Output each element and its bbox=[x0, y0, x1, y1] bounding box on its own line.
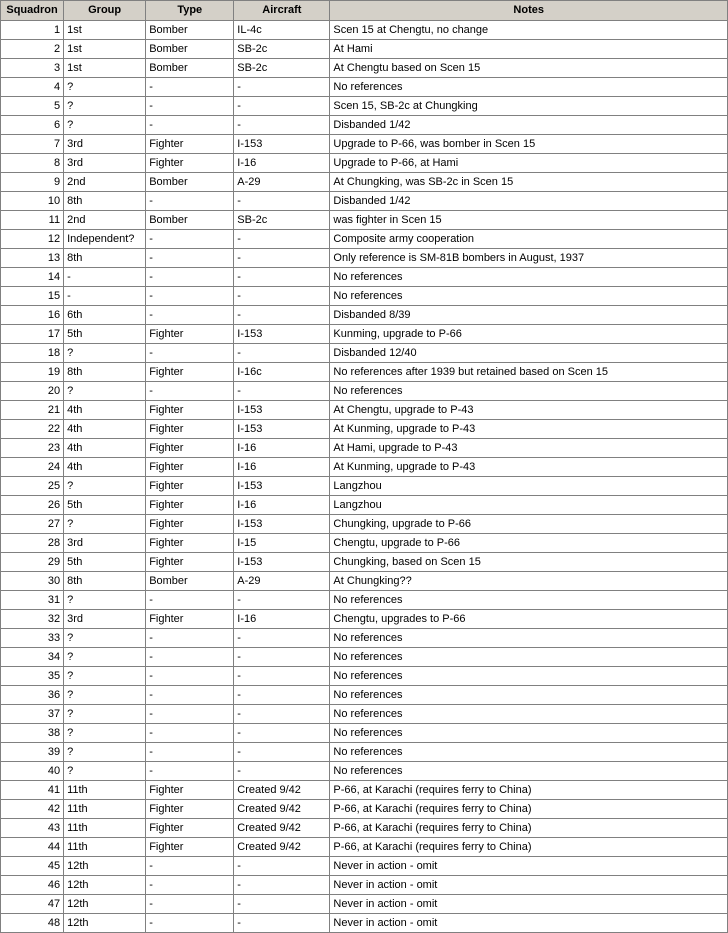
table-row bbox=[1, 97, 728, 116]
cell-type: Fighter bbox=[146, 439, 234, 458]
cell-type: - bbox=[146, 230, 234, 249]
cell-group: 2nd bbox=[64, 173, 146, 192]
cell-type: - bbox=[146, 743, 234, 762]
cell-squadron: 10 bbox=[1, 192, 64, 211]
cell-group: ? bbox=[64, 762, 146, 781]
cell-group: 3rd bbox=[64, 610, 146, 629]
cell-type: Fighter bbox=[146, 515, 234, 534]
cell-group: ? bbox=[64, 705, 146, 724]
table-row bbox=[1, 876, 728, 895]
cell-type: Fighter bbox=[146, 363, 234, 382]
cell-aircraft: I-16 bbox=[234, 154, 330, 173]
cell-type: - bbox=[146, 895, 234, 914]
table-row bbox=[1, 325, 728, 344]
table-row bbox=[1, 344, 728, 363]
cell-squadron: 16 bbox=[1, 306, 64, 325]
table-header-row bbox=[1, 1, 728, 21]
cell-squadron: 15 bbox=[1, 287, 64, 306]
cell-squadron: 34 bbox=[1, 648, 64, 667]
cell-group: ? bbox=[64, 78, 146, 97]
cell-type: - bbox=[146, 591, 234, 610]
cell-notes: No references bbox=[330, 705, 728, 724]
cell-aircraft: - bbox=[234, 249, 330, 268]
cell-aircraft: I-16 bbox=[234, 610, 330, 629]
cell-notes: Scen 15, SB-2c at Chungking bbox=[330, 97, 728, 116]
cell-group: 4th bbox=[64, 439, 146, 458]
cell-aircraft: A-29 bbox=[234, 173, 330, 192]
cell-squadron: 48 bbox=[1, 914, 64, 933]
cell-aircraft: - bbox=[234, 344, 330, 363]
cell-group: 6th bbox=[64, 306, 146, 325]
cell-squadron: 20 bbox=[1, 382, 64, 401]
table-row bbox=[1, 534, 728, 553]
table-row bbox=[1, 382, 728, 401]
table-row bbox=[1, 800, 728, 819]
cell-group: 4th bbox=[64, 458, 146, 477]
cell-group: 12th bbox=[64, 914, 146, 933]
cell-aircraft: I-153 bbox=[234, 135, 330, 154]
cell-squadron: 31 bbox=[1, 591, 64, 610]
cell-aircraft: I-153 bbox=[234, 477, 330, 496]
cell-squadron: 44 bbox=[1, 838, 64, 857]
cell-notes: Disbanded 8/39 bbox=[330, 306, 728, 325]
cell-aircraft: - bbox=[234, 667, 330, 686]
cell-aircraft: - bbox=[234, 895, 330, 914]
cell-squadron: 40 bbox=[1, 762, 64, 781]
cell-squadron: 39 bbox=[1, 743, 64, 762]
cell-group: 12th bbox=[64, 857, 146, 876]
table-row bbox=[1, 135, 728, 154]
cell-type: - bbox=[146, 249, 234, 268]
cell-notes: Never in action - omit bbox=[330, 857, 728, 876]
cell-aircraft: I-16c bbox=[234, 363, 330, 382]
cell-type: Bomber bbox=[146, 211, 234, 230]
cell-aircraft: SB-2c bbox=[234, 40, 330, 59]
cell-notes: At Chengtu based on Scen 15 bbox=[330, 59, 728, 78]
cell-notes: No references bbox=[330, 667, 728, 686]
cell-type: Fighter bbox=[146, 496, 234, 515]
cell-squadron: 9 bbox=[1, 173, 64, 192]
cell-group: 3rd bbox=[64, 135, 146, 154]
cell-notes: At Chengtu, upgrade to P-43 bbox=[330, 401, 728, 420]
table-row bbox=[1, 648, 728, 667]
cell-notes: Disbanded 1/42 bbox=[330, 192, 728, 211]
table-row bbox=[1, 401, 728, 420]
cell-notes: P-66, at Karachi (requires ferry to China) bbox=[330, 781, 728, 800]
cell-group: ? bbox=[64, 686, 146, 705]
cell-group: ? bbox=[64, 344, 146, 363]
cell-type: - bbox=[146, 116, 234, 135]
table-header bbox=[1, 1, 728, 21]
cell-type: - bbox=[146, 857, 234, 876]
cell-group: 11th bbox=[64, 800, 146, 819]
cell-squadron: 25 bbox=[1, 477, 64, 496]
cell-squadron: 23 bbox=[1, 439, 64, 458]
cell-notes: Scen 15 at Chengtu, no change bbox=[330, 21, 728, 40]
cell-notes: Never in action - omit bbox=[330, 876, 728, 895]
cell-notes: P-66, at Karachi (requires ferry to China) bbox=[330, 819, 728, 838]
cell-group: 1st bbox=[64, 59, 146, 78]
column-header-aircraft[interactable]: Aircraft bbox=[234, 1, 330, 21]
cell-squadron: 41 bbox=[1, 781, 64, 800]
cell-squadron: 19 bbox=[1, 363, 64, 382]
cell-type: Fighter bbox=[146, 781, 234, 800]
cell-squadron: 36 bbox=[1, 686, 64, 705]
cell-group: - bbox=[64, 268, 146, 287]
cell-squadron: 8 bbox=[1, 154, 64, 173]
cell-group: 2nd bbox=[64, 211, 146, 230]
cell-aircraft: Created 9/42 bbox=[234, 781, 330, 800]
cell-type: - bbox=[146, 724, 234, 743]
cell-squadron: 29 bbox=[1, 553, 64, 572]
cell-group: 5th bbox=[64, 325, 146, 344]
table-row bbox=[1, 458, 728, 477]
column-header-type[interactable]: Type bbox=[146, 1, 234, 21]
cell-type: - bbox=[146, 686, 234, 705]
cell-type: Fighter bbox=[146, 458, 234, 477]
cell-aircraft: - bbox=[234, 743, 330, 762]
cell-type: Fighter bbox=[146, 325, 234, 344]
cell-notes: was fighter in Scen 15 bbox=[330, 211, 728, 230]
cell-notes: Composite army cooperation bbox=[330, 230, 728, 249]
cell-notes: No references bbox=[330, 629, 728, 648]
cell-notes: Disbanded 1/42 bbox=[330, 116, 728, 135]
cell-aircraft: I-153 bbox=[234, 325, 330, 344]
cell-notes: Disbanded 12/40 bbox=[330, 344, 728, 363]
cell-squadron: 17 bbox=[1, 325, 64, 344]
table-row bbox=[1, 230, 728, 249]
cell-group: ? bbox=[64, 382, 146, 401]
cell-type: Fighter bbox=[146, 135, 234, 154]
table-row bbox=[1, 268, 728, 287]
cell-group: ? bbox=[64, 477, 146, 496]
cell-notes: At Hami, upgrade to P-43 bbox=[330, 439, 728, 458]
cell-type: Fighter bbox=[146, 838, 234, 857]
cell-group: ? bbox=[64, 97, 146, 116]
cell-type: Bomber bbox=[146, 572, 234, 591]
cell-notes: Langzhou bbox=[330, 496, 728, 515]
cell-group: 11th bbox=[64, 838, 146, 857]
cell-notes: No references bbox=[330, 743, 728, 762]
cell-notes: No references after 1939 but retained based on Scen 15 bbox=[330, 363, 728, 382]
cell-group: ? bbox=[64, 515, 146, 534]
cell-aircraft: - bbox=[234, 116, 330, 135]
cell-type: - bbox=[146, 287, 234, 306]
cell-squadron: 35 bbox=[1, 667, 64, 686]
cell-group: 4th bbox=[64, 420, 146, 439]
cell-notes: Kunming, upgrade to P-66 bbox=[330, 325, 728, 344]
cell-aircraft: I-16 bbox=[234, 458, 330, 477]
table-row bbox=[1, 116, 728, 135]
cell-type: Fighter bbox=[146, 401, 234, 420]
table-row bbox=[1, 762, 728, 781]
cell-group: 11th bbox=[64, 781, 146, 800]
table-row bbox=[1, 515, 728, 534]
column-header-group[interactable]: Group bbox=[64, 1, 146, 21]
cell-group: Independent? bbox=[64, 230, 146, 249]
table-row bbox=[1, 306, 728, 325]
cell-aircraft: A-29 bbox=[234, 572, 330, 591]
cell-notes: At Hami bbox=[330, 40, 728, 59]
cell-group: - bbox=[64, 287, 146, 306]
cell-notes: No references bbox=[330, 648, 728, 667]
cell-aircraft: - bbox=[234, 686, 330, 705]
cell-aircraft: - bbox=[234, 97, 330, 116]
cell-squadron: 13 bbox=[1, 249, 64, 268]
table-row bbox=[1, 705, 728, 724]
cell-type: Fighter bbox=[146, 420, 234, 439]
table-row bbox=[1, 420, 728, 439]
table-row bbox=[1, 553, 728, 572]
cell-notes: P-66, at Karachi (requires ferry to China) bbox=[330, 800, 728, 819]
table-row bbox=[1, 154, 728, 173]
cell-squadron: 27 bbox=[1, 515, 64, 534]
cell-squadron: 32 bbox=[1, 610, 64, 629]
cell-squadron: 18 bbox=[1, 344, 64, 363]
cell-notes: Only reference is SM-81B bombers in August, 1937 bbox=[330, 249, 728, 268]
cell-group: 5th bbox=[64, 553, 146, 572]
table-row bbox=[1, 838, 728, 857]
cell-notes: No references bbox=[330, 686, 728, 705]
cell-notes: No references bbox=[330, 591, 728, 610]
column-header-squadron[interactable]: Squadron bbox=[1, 1, 64, 21]
cell-aircraft: - bbox=[234, 591, 330, 610]
table-row bbox=[1, 724, 728, 743]
cell-notes: At Kunming, upgrade to P-43 bbox=[330, 420, 728, 439]
cell-group: ? bbox=[64, 724, 146, 743]
cell-squadron: 47 bbox=[1, 895, 64, 914]
cell-aircraft: I-153 bbox=[234, 401, 330, 420]
cell-aircraft: - bbox=[234, 230, 330, 249]
cell-type: - bbox=[146, 78, 234, 97]
table-row bbox=[1, 857, 728, 876]
cell-type: Fighter bbox=[146, 610, 234, 629]
table-row bbox=[1, 819, 728, 838]
cell-aircraft: - bbox=[234, 192, 330, 211]
cell-squadron: 30 bbox=[1, 572, 64, 591]
cell-type: - bbox=[146, 629, 234, 648]
cell-group: ? bbox=[64, 667, 146, 686]
cell-group: 1st bbox=[64, 40, 146, 59]
cell-type: Fighter bbox=[146, 800, 234, 819]
cell-group: 8th bbox=[64, 249, 146, 268]
cell-aircraft: Created 9/42 bbox=[234, 819, 330, 838]
cell-aircraft: SB-2c bbox=[234, 59, 330, 78]
cell-notes: At Chungking?? bbox=[330, 572, 728, 591]
table-row bbox=[1, 572, 728, 591]
cell-aircraft: I-153 bbox=[234, 420, 330, 439]
cell-notes: No references bbox=[330, 762, 728, 781]
cell-group: 11th bbox=[64, 819, 146, 838]
cell-type: - bbox=[146, 97, 234, 116]
table-row bbox=[1, 211, 728, 230]
cell-group: 3rd bbox=[64, 154, 146, 173]
cell-type: - bbox=[146, 914, 234, 933]
cell-group: ? bbox=[64, 629, 146, 648]
table-row bbox=[1, 591, 728, 610]
cell-group: ? bbox=[64, 591, 146, 610]
cell-aircraft: - bbox=[234, 382, 330, 401]
table-row bbox=[1, 914, 728, 933]
cell-type: - bbox=[146, 306, 234, 325]
cell-squadron: 43 bbox=[1, 819, 64, 838]
cell-aircraft: IL-4c bbox=[234, 21, 330, 40]
cell-type: Fighter bbox=[146, 819, 234, 838]
cell-notes: Upgrade to P-66, was bomber in Scen 15 bbox=[330, 135, 728, 154]
cell-aircraft: Created 9/42 bbox=[234, 838, 330, 857]
cell-squadron: 28 bbox=[1, 534, 64, 553]
cell-notes: Chengtu, upgrade to P-66 bbox=[330, 534, 728, 553]
column-header-notes[interactable]: Notes bbox=[330, 1, 728, 21]
cell-type: - bbox=[146, 268, 234, 287]
cell-group: 12th bbox=[64, 876, 146, 895]
cell-group: 12th bbox=[64, 895, 146, 914]
cell-type: - bbox=[146, 762, 234, 781]
cell-aircraft: - bbox=[234, 876, 330, 895]
cell-group: ? bbox=[64, 648, 146, 667]
cell-squadron: 21 bbox=[1, 401, 64, 420]
table-row bbox=[1, 363, 728, 382]
cell-type: - bbox=[146, 667, 234, 686]
cell-group: ? bbox=[64, 116, 146, 135]
cell-notes: At Kunming, upgrade to P-43 bbox=[330, 458, 728, 477]
table-body bbox=[1, 21, 728, 933]
cell-type: Fighter bbox=[146, 477, 234, 496]
cell-aircraft: - bbox=[234, 762, 330, 781]
cell-group: 5th bbox=[64, 496, 146, 515]
table-row bbox=[1, 173, 728, 192]
cell-notes: No references bbox=[330, 382, 728, 401]
cell-type: Fighter bbox=[146, 534, 234, 553]
cell-squadron: 4 bbox=[1, 78, 64, 97]
cell-aircraft: - bbox=[234, 629, 330, 648]
table-row bbox=[1, 439, 728, 458]
table-row bbox=[1, 496, 728, 515]
cell-type: Bomber bbox=[146, 40, 234, 59]
cell-group: 4th bbox=[64, 401, 146, 420]
cell-aircraft: - bbox=[234, 78, 330, 97]
cell-notes: No references bbox=[330, 724, 728, 743]
cell-squadron: 42 bbox=[1, 800, 64, 819]
cell-type: Bomber bbox=[146, 21, 234, 40]
table-row bbox=[1, 477, 728, 496]
cell-aircraft: SB-2c bbox=[234, 211, 330, 230]
cell-notes: At Chungking, was SB-2c in Scen 15 bbox=[330, 173, 728, 192]
cell-aircraft: I-153 bbox=[234, 515, 330, 534]
cell-notes: Chungking, upgrade to P-66 bbox=[330, 515, 728, 534]
cell-type: - bbox=[146, 192, 234, 211]
cell-aircraft: I-153 bbox=[234, 553, 330, 572]
cell-aircraft: - bbox=[234, 705, 330, 724]
table-row bbox=[1, 743, 728, 762]
cell-aircraft: - bbox=[234, 306, 330, 325]
cell-type: - bbox=[146, 382, 234, 401]
cell-type: - bbox=[146, 648, 234, 667]
cell-notes: No references bbox=[330, 268, 728, 287]
cell-aircraft: - bbox=[234, 287, 330, 306]
table-row bbox=[1, 895, 728, 914]
cell-aircraft: I-16 bbox=[234, 496, 330, 515]
cell-group: 8th bbox=[64, 192, 146, 211]
table-row bbox=[1, 287, 728, 306]
cell-notes: Never in action - omit bbox=[330, 914, 728, 933]
cell-squadron: 46 bbox=[1, 876, 64, 895]
cell-notes: Chungking, based on Scen 15 bbox=[330, 553, 728, 572]
table-row bbox=[1, 21, 728, 40]
cell-aircraft: - bbox=[234, 268, 330, 287]
cell-aircraft: - bbox=[234, 724, 330, 743]
cell-squadron: 26 bbox=[1, 496, 64, 515]
cell-squadron: 33 bbox=[1, 629, 64, 648]
cell-group: ? bbox=[64, 743, 146, 762]
table-row bbox=[1, 610, 728, 629]
cell-squadron: 5 bbox=[1, 97, 64, 116]
cell-squadron: 7 bbox=[1, 135, 64, 154]
cell-notes: Upgrade to P-66, at Hami bbox=[330, 154, 728, 173]
cell-notes: Never in action - omit bbox=[330, 895, 728, 914]
cell-squadron: 6 bbox=[1, 116, 64, 135]
table-row bbox=[1, 249, 728, 268]
table-row bbox=[1, 192, 728, 211]
cell-notes: P-66, at Karachi (requires ferry to China) bbox=[330, 838, 728, 857]
cell-aircraft: Created 9/42 bbox=[234, 800, 330, 819]
cell-aircraft: I-15 bbox=[234, 534, 330, 553]
cell-aircraft: - bbox=[234, 914, 330, 933]
cell-notes: No references bbox=[330, 78, 728, 97]
cell-group: 8th bbox=[64, 363, 146, 382]
cell-notes: Langzhou bbox=[330, 477, 728, 496]
table-row bbox=[1, 59, 728, 78]
table-row bbox=[1, 781, 728, 800]
cell-group: 3rd bbox=[64, 534, 146, 553]
table-row bbox=[1, 667, 728, 686]
cell-aircraft: - bbox=[234, 857, 330, 876]
cell-type: Bomber bbox=[146, 59, 234, 78]
cell-squadron: 22 bbox=[1, 420, 64, 439]
cell-notes: No references bbox=[330, 287, 728, 306]
cell-squadron: 45 bbox=[1, 857, 64, 876]
cell-group: 8th bbox=[64, 572, 146, 591]
table-row bbox=[1, 686, 728, 705]
cell-type: - bbox=[146, 705, 234, 724]
cell-squadron: 11 bbox=[1, 211, 64, 230]
cell-aircraft: - bbox=[234, 648, 330, 667]
cell-squadron: 12 bbox=[1, 230, 64, 249]
cell-notes: Chengtu, upgrades to P-66 bbox=[330, 610, 728, 629]
cell-squadron: 3 bbox=[1, 59, 64, 78]
cell-squadron: 14 bbox=[1, 268, 64, 287]
cell-type: - bbox=[146, 344, 234, 363]
cell-squadron: 24 bbox=[1, 458, 64, 477]
cell-type: Fighter bbox=[146, 553, 234, 572]
table-row bbox=[1, 629, 728, 648]
cell-squadron: 2 bbox=[1, 40, 64, 59]
cell-group: 1st bbox=[64, 21, 146, 40]
cell-squadron: 37 bbox=[1, 705, 64, 724]
cell-type: Bomber bbox=[146, 173, 234, 192]
cell-type: Fighter bbox=[146, 154, 234, 173]
cell-aircraft: I-16 bbox=[234, 439, 330, 458]
table-row bbox=[1, 40, 728, 59]
cell-squadron: 38 bbox=[1, 724, 64, 743]
cell-squadron: 1 bbox=[1, 21, 64, 40]
cell-type: - bbox=[146, 876, 234, 895]
table-row bbox=[1, 78, 728, 97]
